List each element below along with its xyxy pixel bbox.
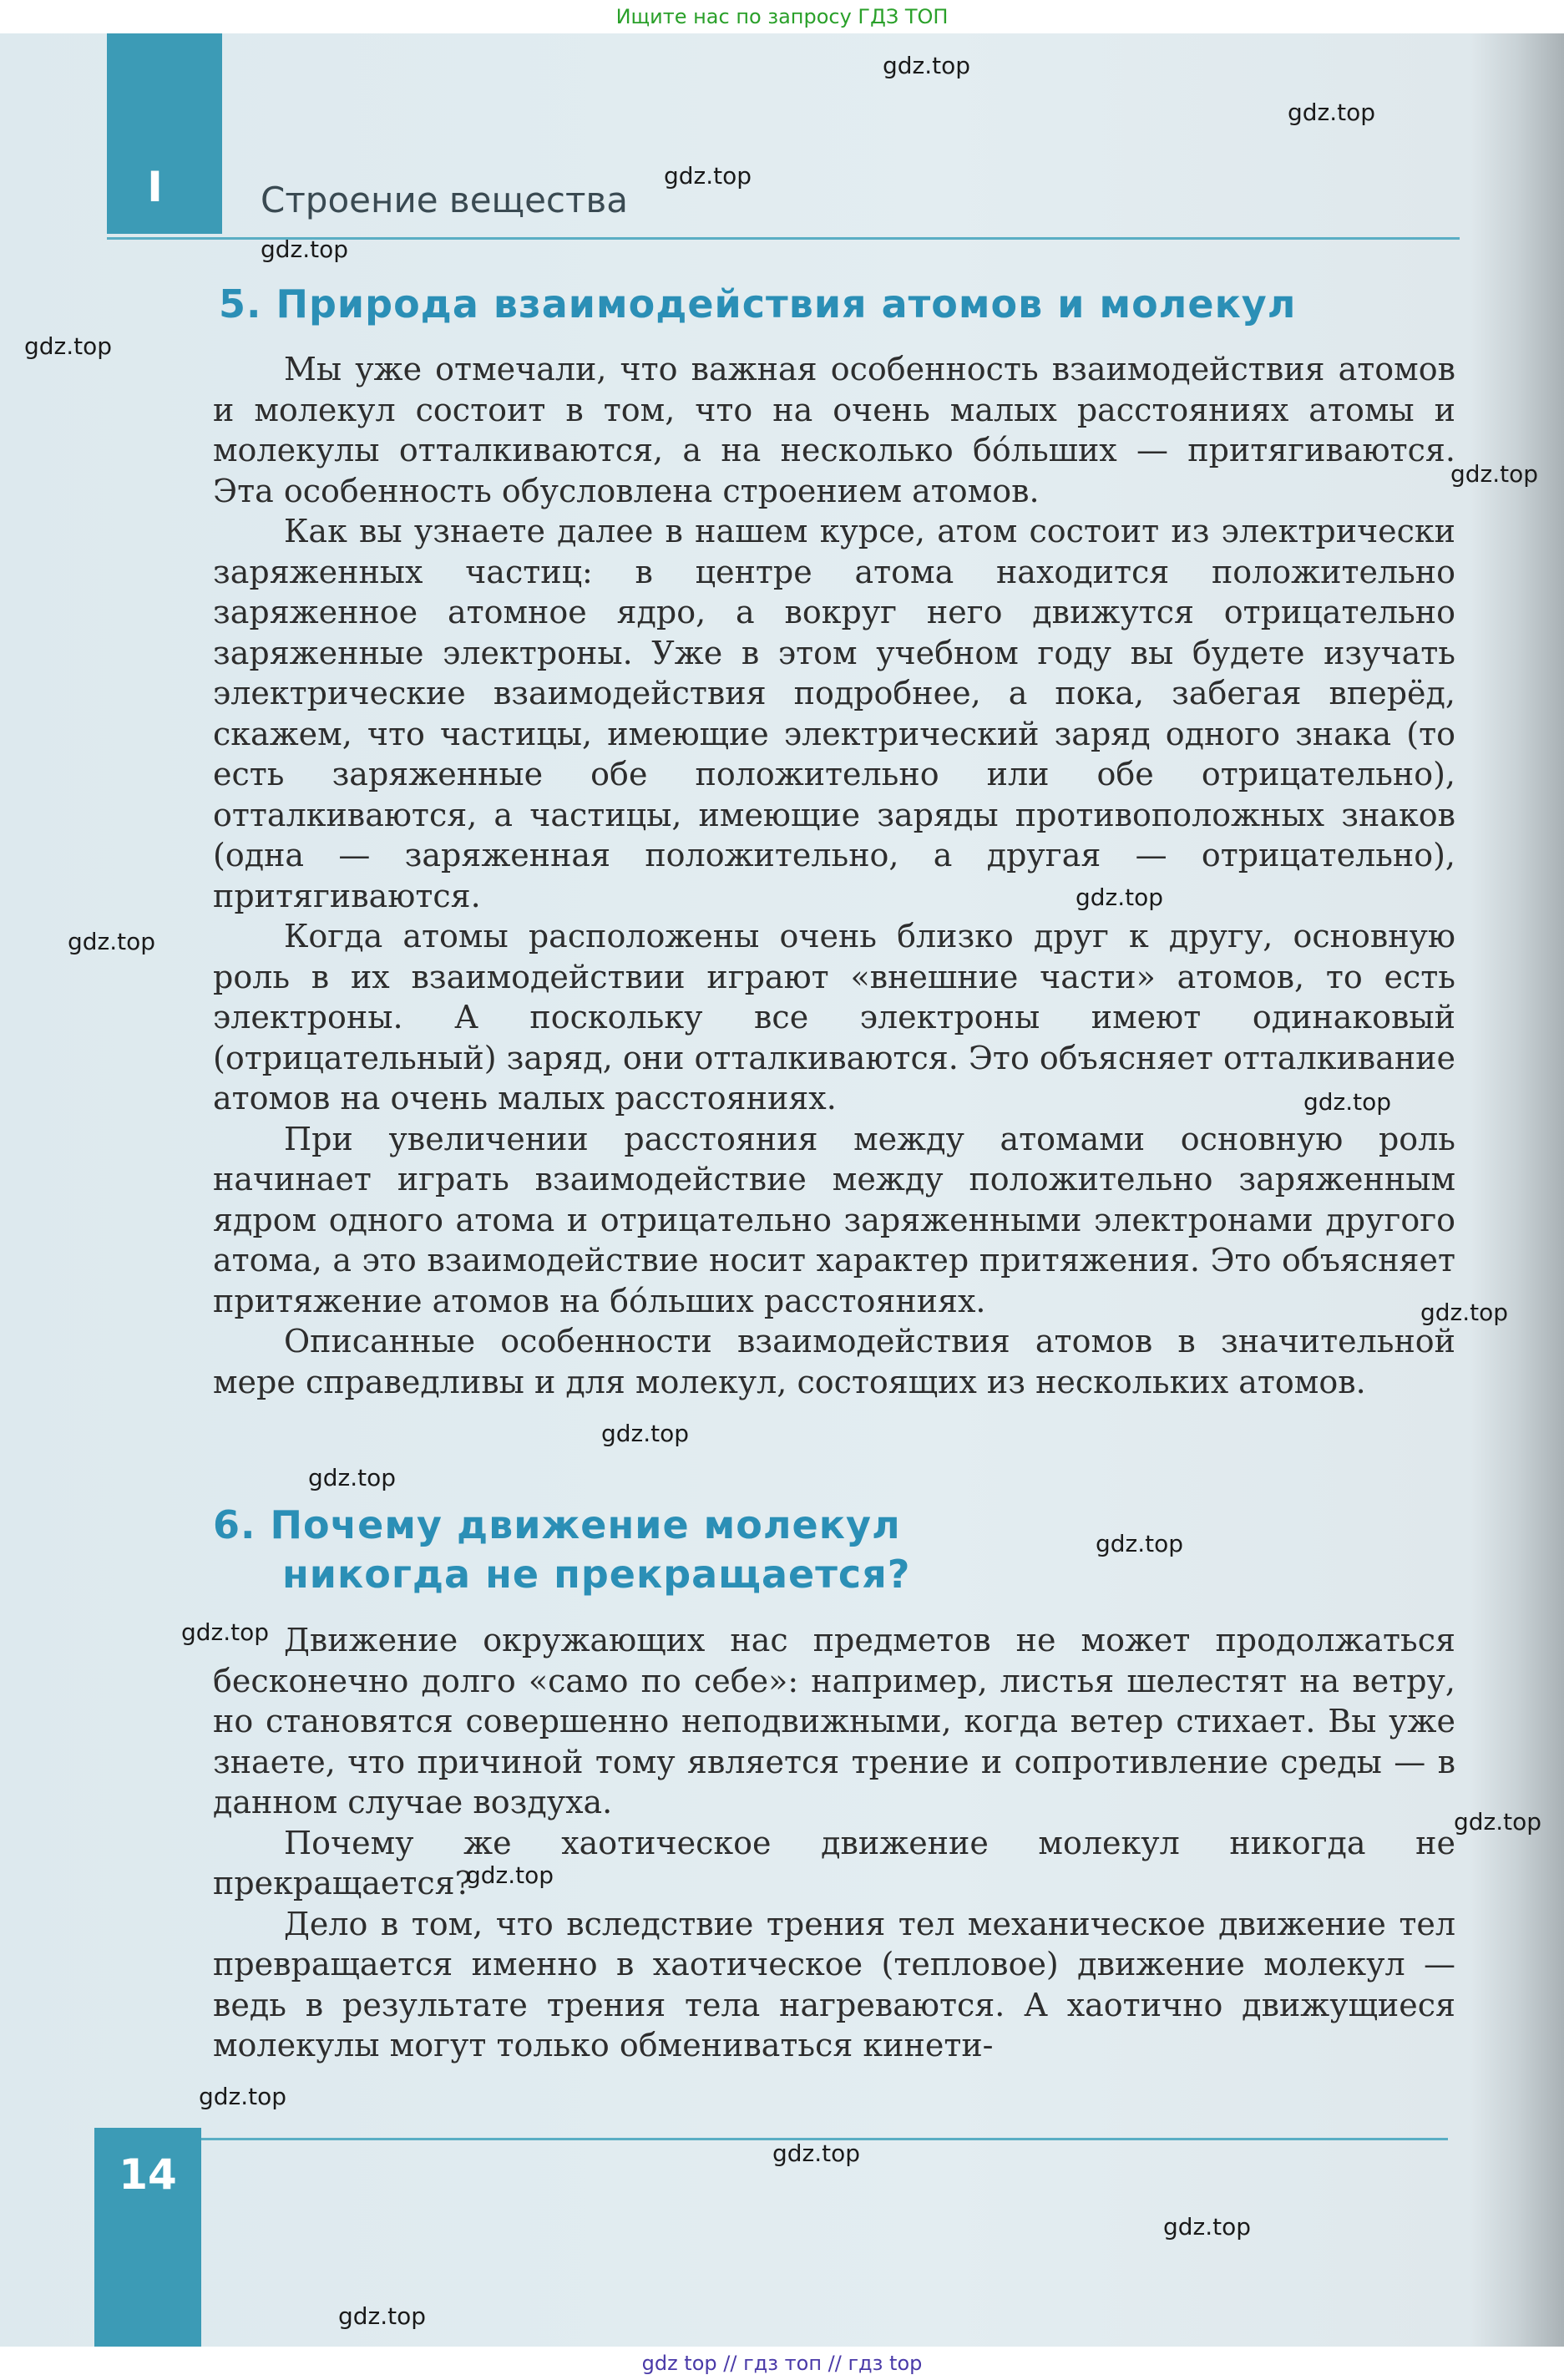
chapter-number: I bbox=[147, 163, 163, 211]
watermark: gdz.top bbox=[199, 2083, 287, 2110]
watermark: gdz.top bbox=[1450, 460, 1539, 488]
paragraph: Мы уже отмечали, что важная особенность взаимодействия атомов и молекул состоит в том, что на очень малых расстояниях атомы и молекулы отталкиваются, а на несколько бо́льших — притягиваются. Эта особенность обусловлена строением атомов. bbox=[213, 351, 1455, 509]
watermark: gdz.top bbox=[1163, 2213, 1252, 2241]
watermark: gdz.top bbox=[1303, 1088, 1392, 1116]
top-banner: Ищите нас по запросу ГДЗ ТОП bbox=[615, 5, 949, 28]
watermark: gdz.top bbox=[772, 2139, 861, 2167]
paragraph: При увеличении расстояния между атомами основную роль начинает играть взаимодействие между положительно заряженным ядром одного атома и отрицательно заряженными электронами другого атома, а это взаимодействие носит характер притяжения. Это объясняет притяжение атомов на бо́льших расстояниях. bbox=[213, 1120, 1455, 1319]
watermark: gdz.top bbox=[1076, 884, 1164, 911]
paragraph: Дело в том, что вследствие трения тел механическое движение тел превращается именно в хаотическое (тепловое) движение молекул — ведь в результате трения тела нагреваются. А хаотично движущиеся молекулы могут только обмениваться кинети- bbox=[213, 1905, 1455, 2064]
section-6-heading-line2: никогда не прекращается? bbox=[282, 1552, 911, 1597]
paragraph: Как вы узнаете далее в нашем курсе, атом состоит из электрически заряженных частиц: в центре атома находится положительно заряженное атомное ядро, а вокруг него движутся отрицательно заряженные электроны. Уже в этом учебном году вы будете изучать электрические взаимодействия подробнее, а пока, забегая вперёд, скажем, что частицы, имеющие электрический заряд одного знака (то есть заряженные обе положительно или обе отрицательно), отталкиваются, а частицы, имеющие заряды противоположных знаков (одна — заряженная положительно, а другая — отрицательно), притягиваются. bbox=[213, 513, 1455, 914]
section-6-heading-line1: 6. Почему движение молекул bbox=[213, 1502, 901, 1547]
watermark: gdz.top bbox=[24, 332, 113, 360]
section-6-body bbox=[213, 1620, 1455, 2066]
watermark: gdz.top bbox=[1420, 1299, 1509, 1326]
page-number: 14 bbox=[119, 2150, 177, 2199]
paragraph: Движение окружающих нас предметов не может продолжаться бесконечно долго «само по себе»: например, листья шелестят на ветру, но становятся совершенно неподвижными, когда ветер стихает. Вы уже знаете, что причиной тому является трение и сопротивление среды — в данном случае воздуха. bbox=[213, 1622, 1455, 1820]
paragraph: Почему же хаотическое движение молекул никогда не прекращается? bbox=[213, 1824, 1455, 1901]
watermark: gdz.top bbox=[664, 162, 752, 190]
section-5-body bbox=[213, 349, 1455, 1402]
watermark: gdz.top bbox=[1454, 1808, 1542, 1836]
watermark: gdz.top bbox=[601, 1420, 690, 1447]
bottom-banner: gdz top // гдз топ // гдз top bbox=[641, 2352, 923, 2375]
paragraph: Описанные особенности взаимодействия атомов в значительной мере справедливы и для молекул, состоящих из нескольких атомов. bbox=[213, 1323, 1455, 1400]
watermark: gdz.top bbox=[883, 52, 971, 79]
chapter-title: Строение вещества bbox=[261, 180, 628, 220]
watermark: gdz.top bbox=[68, 928, 156, 955]
section-5-heading: 5. Природа взаимодействия атомов и молекул bbox=[219, 281, 1297, 327]
watermark: gdz.top bbox=[308, 1464, 397, 1491]
watermark: gdz.top bbox=[338, 2302, 427, 2330]
watermark: gdz.top bbox=[181, 1618, 270, 1646]
watermark: gdz.top bbox=[261, 235, 349, 263]
watermark: gdz.top bbox=[1096, 1530, 1184, 1557]
watermark: gdz.top bbox=[1288, 99, 1376, 126]
watermark: gdz.top bbox=[466, 1861, 554, 1889]
paragraph: Когда атомы расположены очень близко друг к другу, основную роль в их взаимодействии играют «внешние части» атомов, то есть электроны. А поскольку все электроны имеют одинаковый (отрицательный) заряд, они отталкиваются. Это объясняет отталкивание атомов на очень малых расстояниях. bbox=[213, 918, 1455, 1117]
